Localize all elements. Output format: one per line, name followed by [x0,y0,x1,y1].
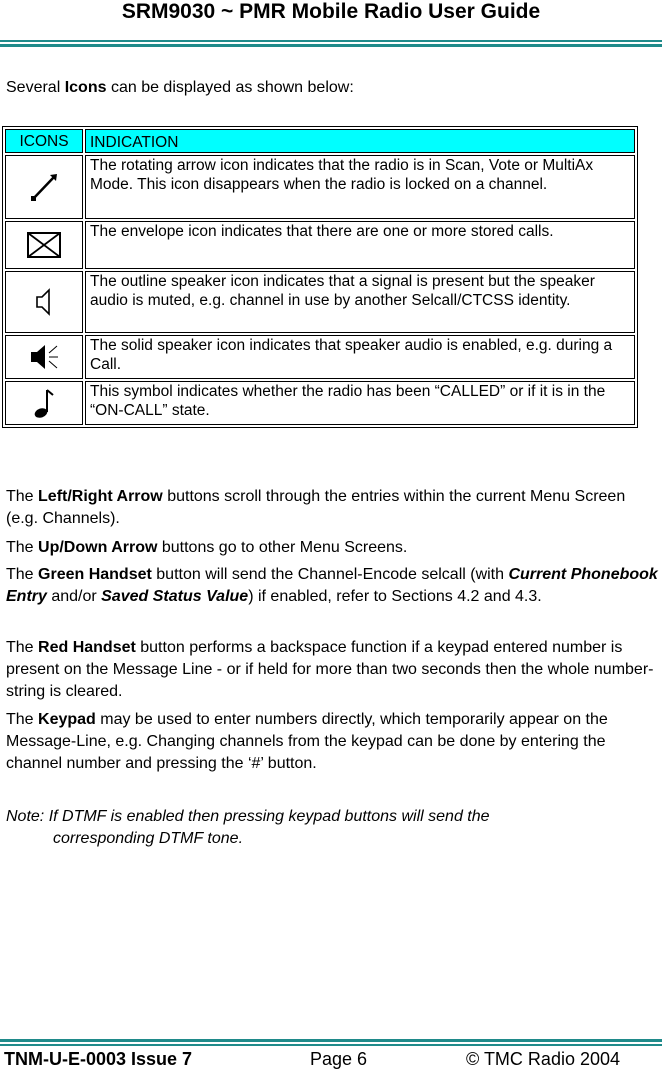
row-text: The envelope icon indicates that there are one or more stored calls. [85,221,635,269]
footer-page-number: Page 6 [310,1049,368,1069]
solid-speaker-icon [27,342,61,372]
row-text: The rotating arrow icon indicates that the radio is in Scan, Vote or MultiAx Mode. This icon disappears when the radio is locked on a channel. [85,155,635,219]
footer-copyright: © TMC Radio 2004 [466,1049,621,1069]
header-rule-thin [0,40,662,42]
table-row [5,221,635,269]
col-header-indication: INDICATION [85,129,635,153]
envelope-icon [27,232,61,258]
outline-speaker-icon [34,287,54,317]
paragraph-keypad: The Keypad may be used to enter numbers directly, which temporarily appear on the Message-Line, e.g. Changing channels from the keypad can be done by entering the channel number and pressing the ‘#’ button. [6,711,608,772]
col-header-icons: ICONS [5,129,83,153]
paragraph-red-handset: The Red Handset button performs a backspace function if a keypad entered number is present on the Message Line - or if held for more than two seconds then the whole number-string is cleared. [6,639,654,700]
header-rule-thick [0,44,662,47]
intro-line: Several Icons can be displayed as shown below: [6,79,354,96]
row-text: This symbol indicates whether the radio has been “CALLED” or if it is in the “ON-CALL” state. [85,381,635,425]
page-title: SRM9030 ~ PMR Mobile Radio User Guide [121,0,541,23]
table-row [5,155,635,219]
rotating-arrow-icon [29,172,59,202]
footer-rule-thin [0,1044,662,1046]
table-header-row [5,129,635,153]
table-row [5,271,635,333]
music-note-icon [33,387,55,419]
table-row [5,381,635,425]
footer [0,1049,662,1073]
paragraph-up-down-arrow: The Up/Down Arrow buttons go to other Menu Screens. [6,539,408,556]
table-row [5,335,635,379]
footer-doc-id: TNM-U-E-0003 Issue 7 [4,1049,193,1069]
row-text: The solid speaker icon indicates that speaker audio is enabled, e.g. during a Call. [85,335,635,379]
dtmf-note: Note: If DTMF is enabled then pressing keypad buttons will send the corresponding DTMF tone. [6,808,490,847]
paragraph-green-handset: The Green Handset button will send the Channel-Encode selcall (with Current Phonebook Entry and/or Saved Status Value) if enabled, refer to Sections 4.2 and 4.3. [6,566,658,605]
row-text: The outline speaker icon indicates that a signal is present but the speaker audio is muted, e.g. channel in use by another Selcall/CTCSS identity. [85,271,635,333]
intro-bold: Icons [64,79,107,96]
footer-rule-thick [0,1039,662,1042]
paragraph-left-right-arrow: The Left/Right Arrow buttons scroll through the entries within the current Menu Screen (e.g. Channels). [6,488,626,527]
icons-table [2,126,638,428]
